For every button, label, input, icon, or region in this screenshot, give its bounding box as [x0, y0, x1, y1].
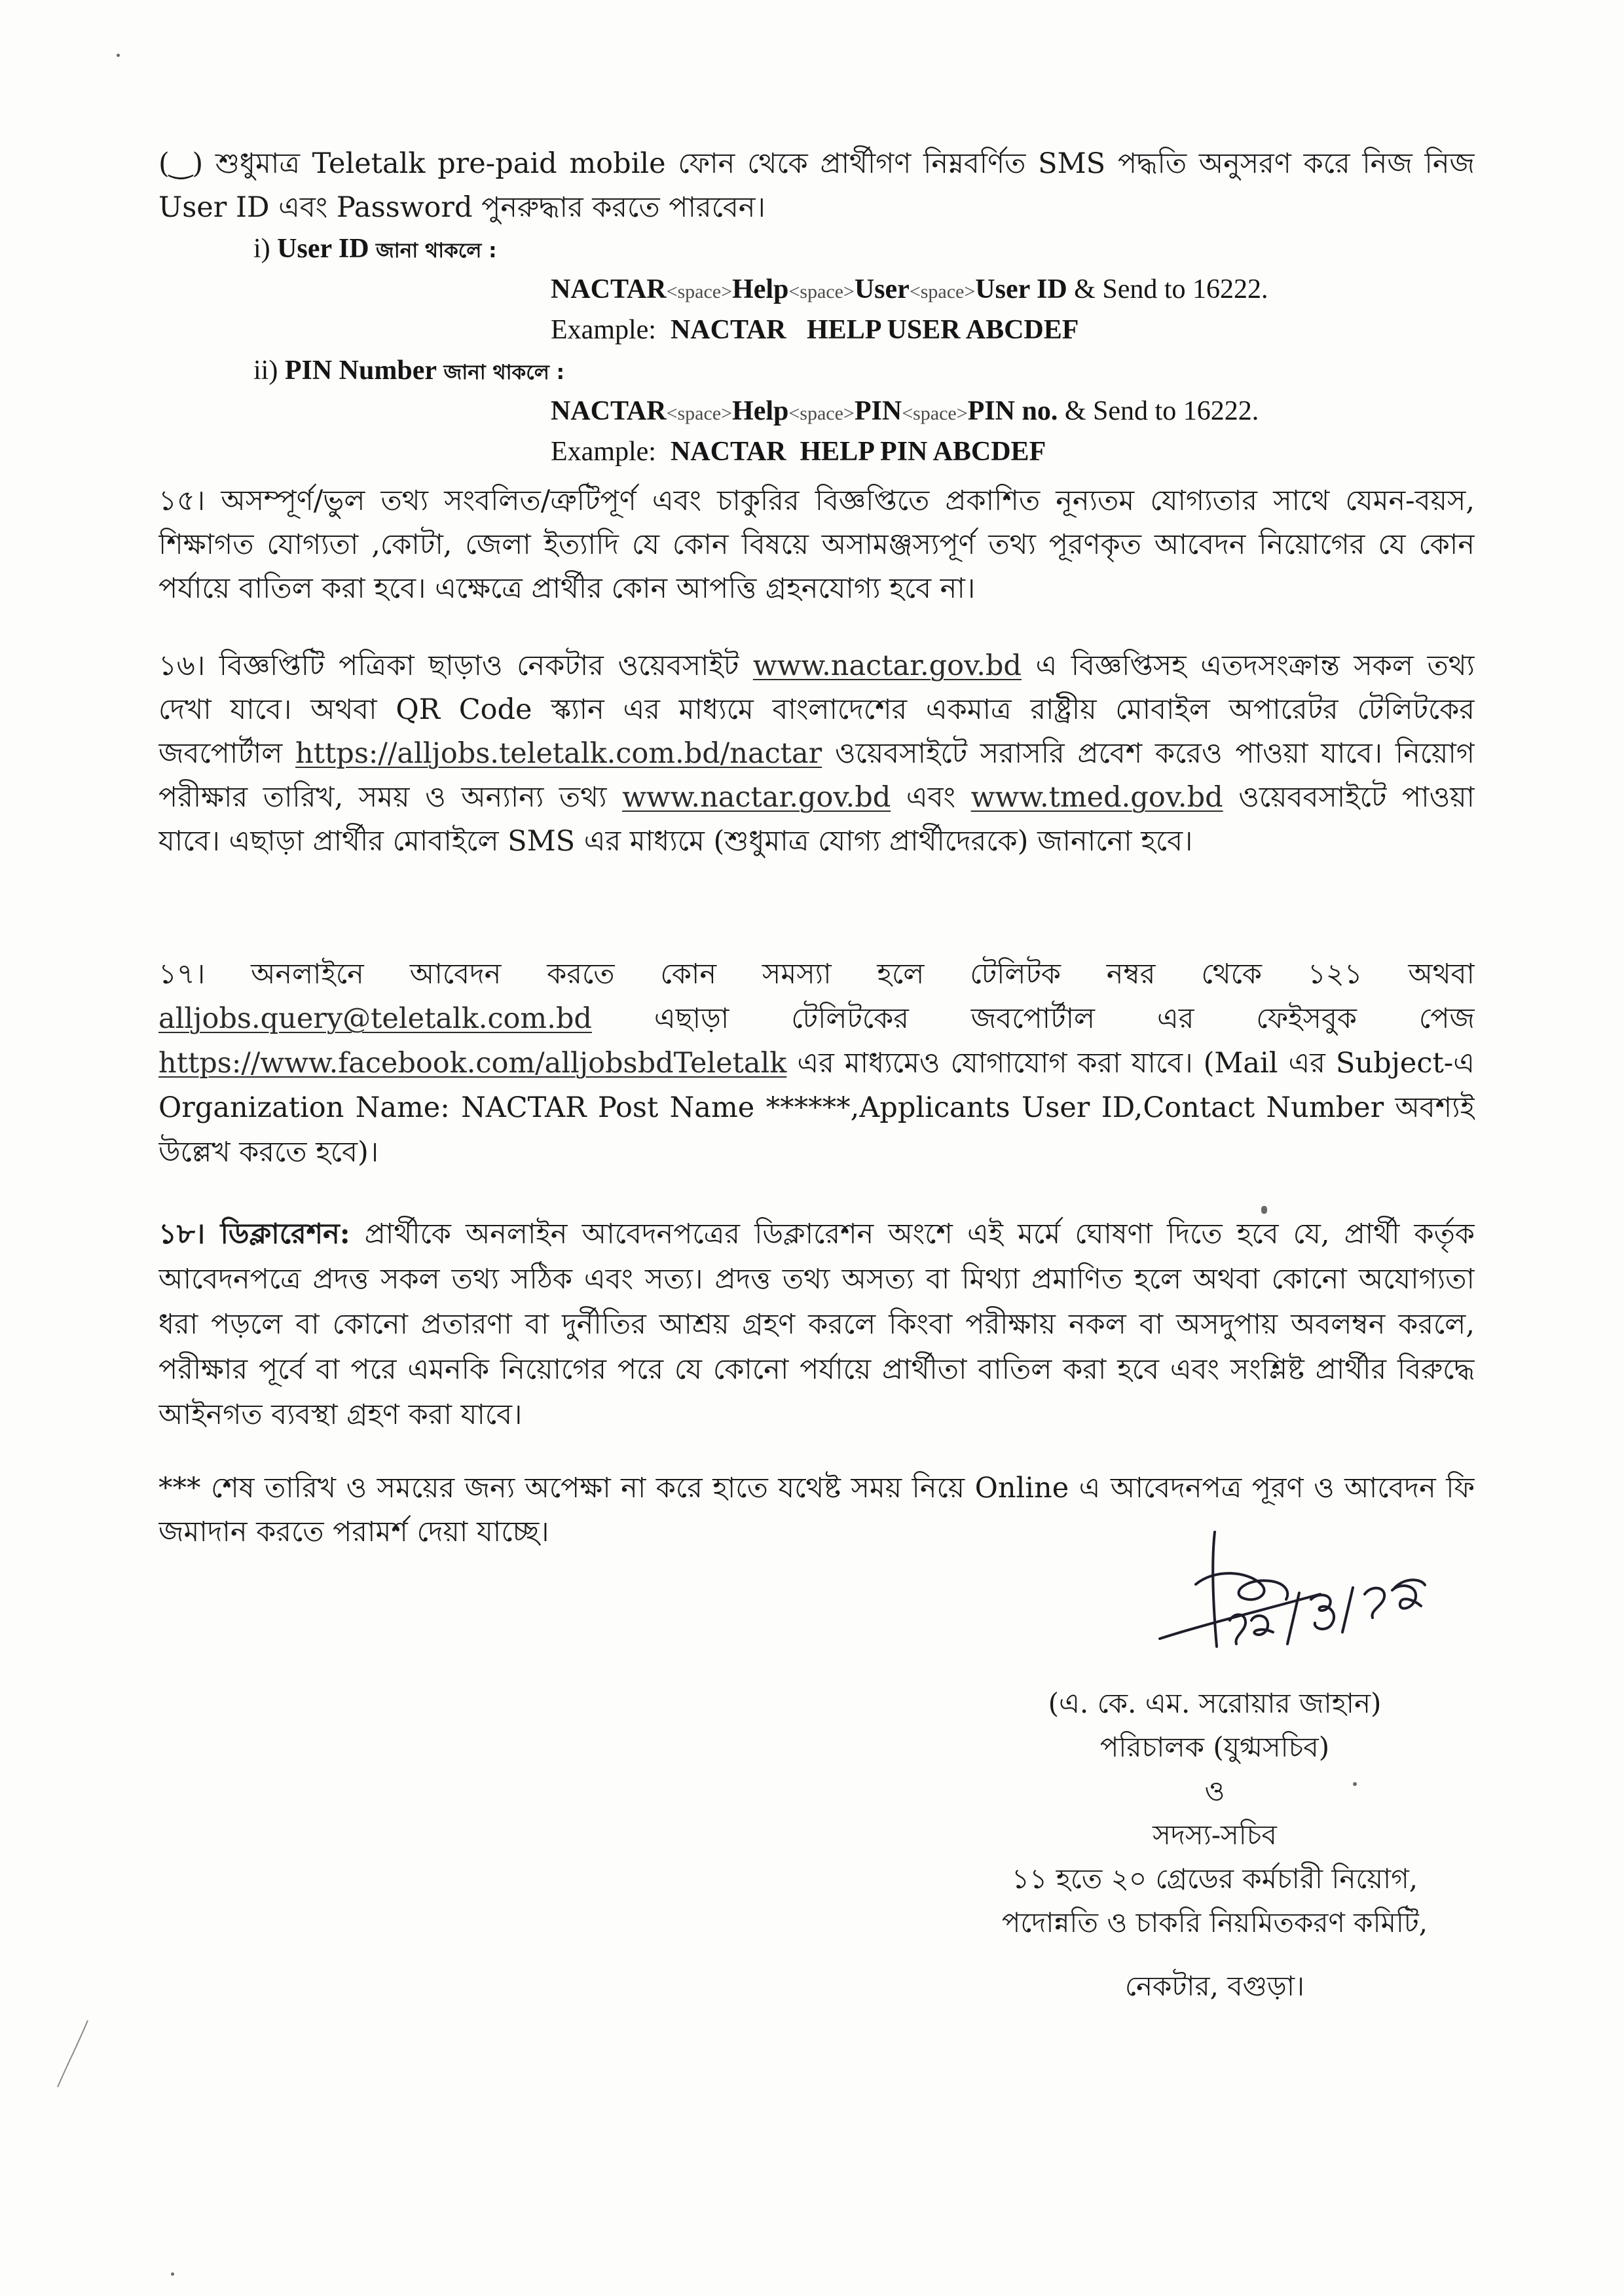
heading-en: PIN Number [284, 355, 437, 386]
command-part: PIN no. [967, 396, 1058, 426]
signatory-location: নেকটার, বগুড়া। [1124, 1970, 1305, 2002]
command-send-to: & Send to 16222. [1058, 396, 1259, 426]
command-part: User ID [975, 274, 1067, 304]
declaration-label: ১৮। ডিক্লারেশন: [158, 1218, 350, 1250]
sms-pin-command [158, 391, 1475, 431]
heading-en: User ID [277, 234, 369, 264]
paragraph-16-text: এবং [906, 781, 956, 814]
handwritten-signature [1156, 1522, 1428, 1663]
sms-instructions [158, 228, 1475, 472]
teletalk-jobportal-link: https://alljobs.teletalk.com.bd/nactar [295, 737, 822, 770]
command-space-token: <space> [902, 403, 968, 424]
tmed-website-link: www.tmed.gov.bd [970, 781, 1223, 814]
heading-bn: জানা থাকলে : [443, 361, 564, 384]
paragraph-16-text: এ বিজ্ঞপ্তিসহ এতদসংক্রান্ত সকল তথ্য দেখা যাবে। অথবা QR Code স্ক্যান এর মাধ্যমে বাংলাদেশের একমাত্র রাষ্ট্রীয় মোবাইল অপারেটর টেলিটকের জবপোর্টাল [158, 649, 1475, 770]
list-marker: i) [253, 234, 270, 264]
scan-speck [171, 2272, 174, 2276]
paragraph-18-text: প্রার্থীকে অনলাইন আবেদনপত্রের ডিক্লারেশন অংশে এই মর্মে ঘোষণা দিতে হবে যে, প্রার্থী কর্তৃক আবেদনপত্রে প্রদত্ত সকল তথ্য সঠিক এবং সত্য। প্রদত্ত তথ্য অসত্য বা মিথ্যা প্রমাণিত হলে অথবা কোনো অযোগ্যতা ধরা পড়লে বা কোনো প্রতারণা বা দুর্নীতির আশ্রয় গ্রহণ করলে কিংবা পরীক্ষায় নকল বা অসদুপায় অবলম্বন করলে, পরীক্ষার পূর্বে বা পরে এমনকি নিয়োগের পরে যে কোনো পর্যায়ে প্রার্থীতা বাতিল করা হবে এবং সংশ্লিষ্ট প্রার্থীর বিরুদ্ধে আইনগত ব্যবস্থা গ্রহণ করা যাবে। [158, 1218, 1475, 1431]
command-part: PIN [854, 396, 902, 426]
example-label: Example: [551, 437, 656, 467]
paragraph-17-text: ১৭। অনলাইনে আবেদন করতে কোন সমস্যা হলে টেলিটক নম্বর থেকে ১২১ অথবা [158, 958, 1475, 991]
command-part: User [854, 274, 910, 304]
pen-mark [52, 2016, 94, 2092]
sms-user-id-example [158, 310, 1475, 350]
signatory-committee: ১১ হতে ২০ গ্রেডের কর্মচারী নিয়োগ, [1011, 1863, 1418, 1895]
nactar-website-link: www.nactar.gov.bd [622, 781, 891, 814]
command-space-token: <space> [788, 403, 855, 424]
signatory-role: সদস্য-সচিব [1153, 1819, 1277, 1851]
example-label: Example: [551, 315, 656, 345]
command-part: Help [732, 274, 789, 304]
signatory-committee: পদোন্নতি ও চাকরি নিয়মিতকরণ কমিটি, [1001, 1906, 1428, 1939]
paragraph-16-text: ওয়েবসাইটে সরাসরি প্রবেশ করেও পাওয়া যাবে। নিয়োগ পরীক্ষার তারিখ, সময় ও অন্যান্য তথ্য [158, 737, 1475, 814]
command-space-token: <space> [788, 281, 855, 302]
list-marker: ii) [253, 355, 278, 386]
scan-speck [117, 54, 120, 57]
intro-paragraph [158, 142, 1475, 230]
example-value: NACTAR HELP PIN ABCDEF [670, 437, 1046, 467]
facebook-page-link: https://www.facebook.com/alljobsbdTeletalk [158, 1047, 787, 1080]
command-space-token: <space> [666, 281, 733, 302]
paragraph-17-text: এছাড়া টেলিটকের জবপোর্টাল এর ফেইসবুক পেজ [654, 1002, 1475, 1035]
deadline-note-text: *** শেষ তারিখ ও সময়ের জন্য অপেক্ষা না করে হাতে যথেষ্ট সময় নিয়ে Online এ আবেদনপত্র পূরণ ও আবেদন ফি জমাদান করতে পরামর্শ দেয়া যাচ্ছে। [158, 1472, 1475, 1548]
sms-user-id-heading [158, 228, 1475, 269]
command-space-token: <space> [909, 281, 976, 302]
signatory-conjunction: ও [1204, 1775, 1225, 1807]
paragraph-17-text: এর মাধ্যমেও যোগাযোগ করা যাবে। (Mail এর Subject-এ Organization Name: NACTAR Post Name ******,Applicants User ID,Contact Number অবশ্যই উল্লেখ করতে হবে)। [158, 1047, 1475, 1169]
paragraph-16-text: ১৬। বিজ্ঞপ্তিটি পত্রিকা ছাড়াও নেকটার ওয়েবসাইট [158, 649, 739, 682]
paragraph-16 [158, 644, 1475, 907]
sms-pin-heading [158, 350, 1475, 391]
sms-pin-example [158, 431, 1475, 472]
paragraph-16-text: ওয়েববসাইটে পাওয়া যাবে। এছাড়া প্রার্থীর মোবাইলে SMS এর মাধ্যমে (শুধুমাত্র যোগ্য প্রার্থীদেরকে) জানানো হবে। [158, 781, 1475, 858]
signatory-designation: পরিচালক (যুগ্মসচিব) [1099, 1731, 1330, 1763]
scan-speck [1353, 1782, 1357, 1786]
nactar-website-link: www.nactar.gov.bd [752, 649, 1022, 682]
paragraph-18 [158, 1212, 1475, 1438]
paragraph-15 [158, 479, 1475, 611]
paragraph-15-text: ১৫। অসম্পূর্ণ/ভুল তথ্য সংবলিত/ত্রুটিপূর্ণ এবং চাকুরির বিজ্ঞপ্তিতে প্রকাশিত নূন্যতম যোগ্যতার সাথে যেমন-বয়স, শিক্ষাগত যোগ্যতা ,কোটা, জেলা ইত্যাদি যে কোন বিষয়ে অসামঞ্জস্যপূর্ণ তথ্য পূরণকৃত আবেদন নিয়োগের যে কোন পর্যায়ে বাতিল করা হবে। এক্ষেত্রে প্রার্থীর কোন আপত্তি গ্রহনযোগ্য হবে না। [158, 484, 1475, 605]
scan-speck [1261, 1206, 1267, 1214]
command-send-to: & Send to 16222. [1067, 274, 1268, 304]
paragraph-17 [158, 952, 1475, 1175]
sms-user-id-command [158, 269, 1475, 310]
heading-bn: জানা থাকলে : [376, 239, 497, 263]
command-part: NACTAR [551, 274, 667, 304]
command-part: NACTAR [551, 396, 667, 426]
command-space-token: <space> [666, 403, 733, 424]
intro-text: (‿) শুধুমাত্র Teletalk pre-paid mobile ফোন থেকে প্রার্থীগণ নিম্নবর্ণিত SMS পদ্ধতি অনুসরণ করে নিজ নিজ User ID এবং Password পুনরুদ্ধার করতে পারবেন। [158, 147, 1475, 224]
support-email-link: alljobs.query@teletalk.com.bd [158, 1002, 592, 1035]
signatory-name: (এ. কে. এম. সরোয়ার জাহান) [1048, 1687, 1382, 1719]
signatory-block [920, 1681, 1509, 2008]
command-part: Help [732, 396, 789, 426]
example-value: NACTAR HELP USER ABCDEF [670, 315, 1079, 345]
